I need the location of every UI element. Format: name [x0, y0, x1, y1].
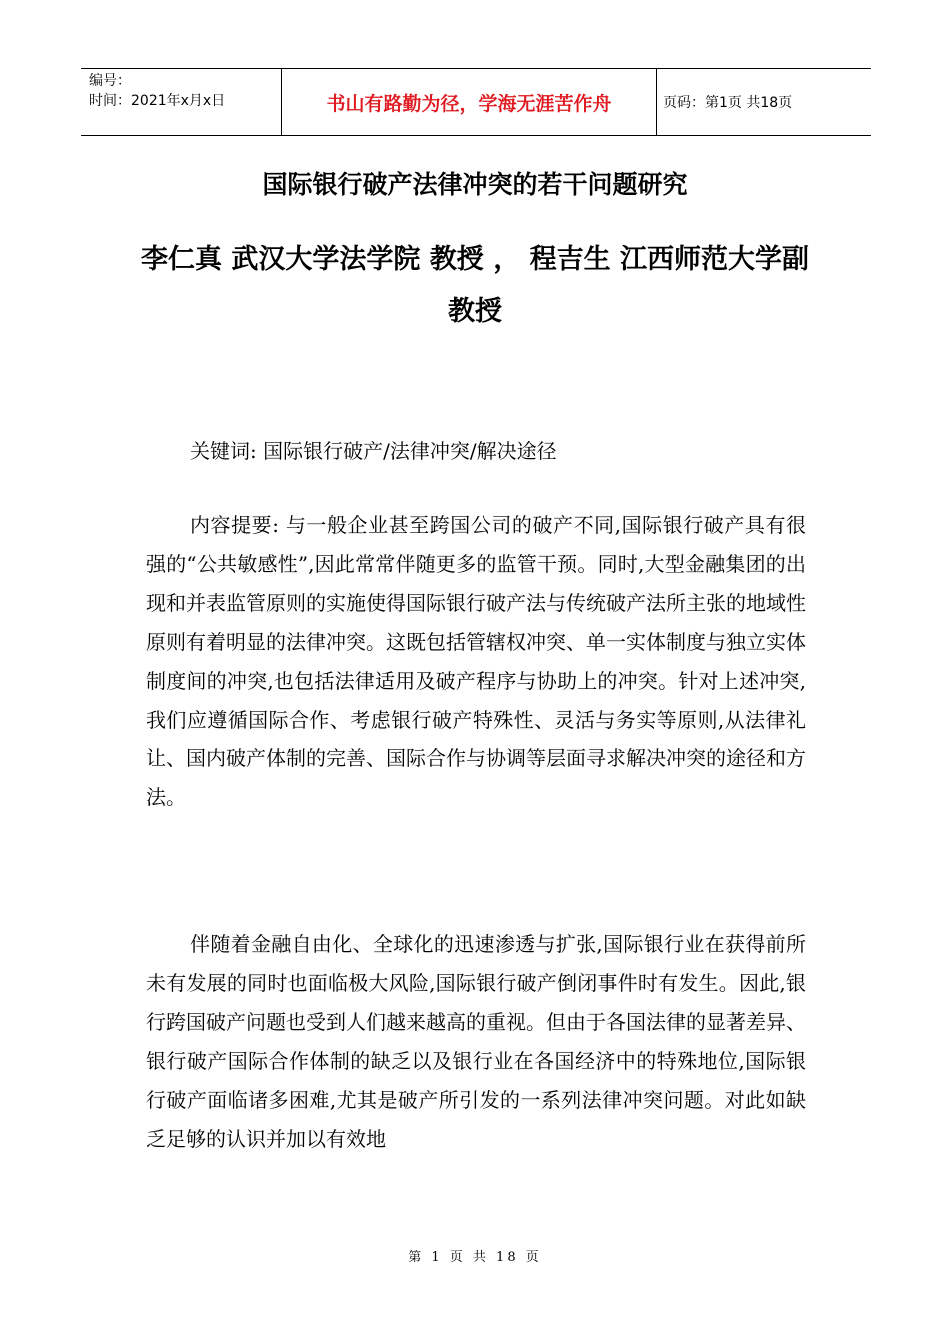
- page-footer: 第 1 页 共 18 页: [408, 1250, 542, 1265]
- header-page-info: 页码：第1页 共18页: [663, 95, 793, 111]
- abstract-paragraph: 内容提要: 与一般企业甚至跨国公司的破产不同,国际银行破产具有很强的“公共敏感性”,因此常常伴随更多的监管干预。同时,大型金融集团的出现和并表监管原则的实施使得国际银行破产法与传统破产法所主张的地域性原则有着明显的法律冲突。这既包括管辖权冲突、单一实体制度与独立实体制度间的冲突,也包括法律适用及破产程序与协助上的冲突。针对上述冲突,我们应遵循国际合作、考虑银行破产特殊性、灵活与务实等原则,从法律礼让、国内破产体制的完善、国际合作与协调等层面寻求解决冲突的途径和方法。: [146, 513, 806, 810]
- header-meta: [81, 69, 282, 135]
- document-title: 国际银行破产法律冲突的若干问题研究: [262, 170, 688, 199]
- time-label: 时间：2021年x月x日: [89, 93, 226, 109]
- document-header: [81, 68, 871, 136]
- body-paragraph: 伴随着金融自由化、全球化的迅速渗透与扩张,国际银行业在获得前所未有发展的同时也面临极大风险,国际银行破产倒闭事件时有发生。因此,银行跨国破产问题也受到人们越来越高的重视。但由于各国法律的显著差异、银行破产国际合作体制的缺乏以及银行业在各国经济中的特殊地位,国际银行破产面临诸多困难,尤其是破产所引发的一系列法律冲突问题。对此如缺乏足够的认识并加以有效地: [146, 932, 806, 1151]
- number-label: 编号：: [89, 73, 131, 89]
- document-authors: 李仁真 武汉大学法学院 教授 ， 程吉生 江西师范大学副教授: [141, 244, 809, 327]
- header-motto: 书山有路勤为径，学海无涯苦作舟: [282, 69, 657, 135]
- keywords-paragraph: 关键词: 国际银行破产/法律冲突/解决途径: [190, 439, 557, 463]
